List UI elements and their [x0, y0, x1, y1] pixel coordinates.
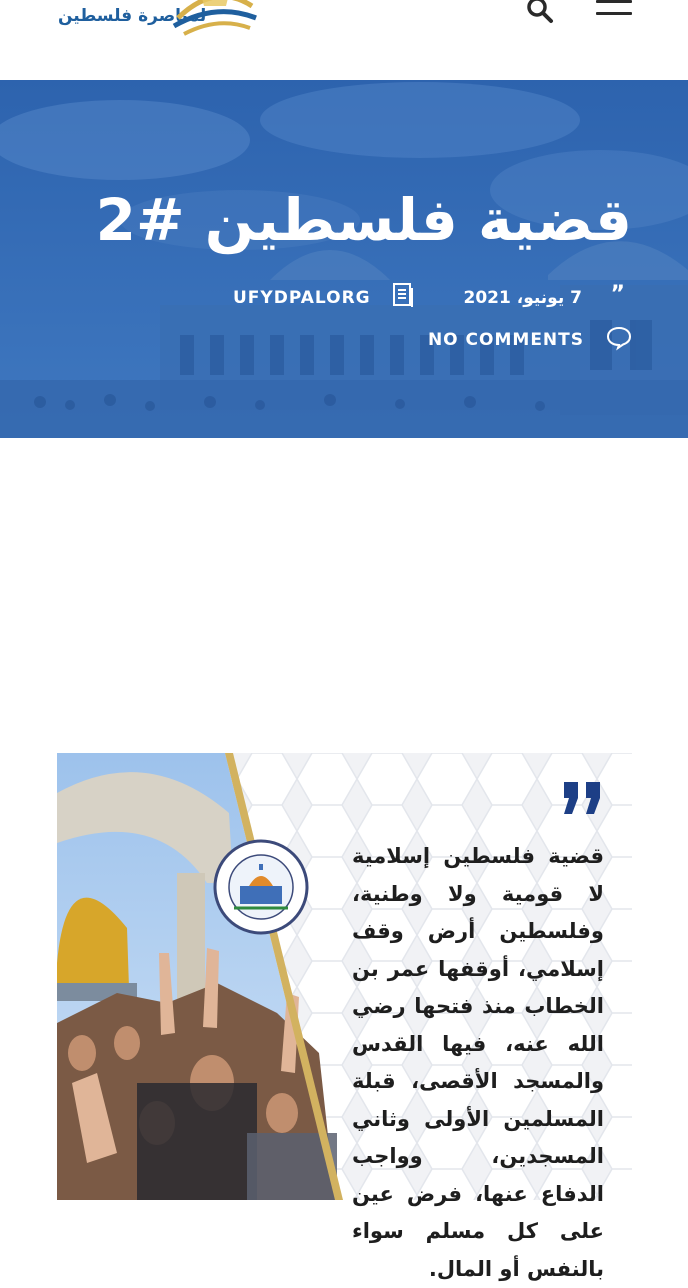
menu-line	[596, 0, 632, 3]
post-title: قضية فلسطين #2	[95, 186, 632, 254]
search-icon	[526, 0, 554, 24]
organization-seal-icon	[212, 838, 310, 936]
post-date: 7 يونيو، 2021	[463, 288, 582, 308]
site-logo[interactable]	[58, 0, 258, 40]
quote-mark-icon	[560, 780, 606, 816]
comments-link[interactable]: NO COMMENTS	[427, 330, 584, 350]
document-icon	[392, 282, 414, 308]
hamburger-menu-button[interactable]	[596, 0, 632, 20]
comment-bubble-icon	[606, 326, 632, 350]
globe-logo-icon	[170, 0, 260, 40]
post-author-link[interactable]: UFYDPALORG	[233, 288, 371, 308]
site-header	[0, 0, 688, 80]
date-quote-mark: ”	[610, 282, 626, 307]
al-aqsa-background-image	[0, 80, 688, 438]
menu-line	[596, 12, 632, 15]
search-button[interactable]	[526, 0, 554, 24]
quote-text: قضية فلسطين إسلامية لا قومية ولا وطنية، وفلسطين أرض وقف إسلامي، أوقفها عمر بن الخطاب منذ فتحها رضي الله عنه، فيها القدس والمسجد الأقصى، قبلة المسلمين الأولى وثاني المسجدين، وواجب الدفاع عنها، فرض عين على كل مسلم سواء بالنفس أو المال.	[352, 844, 604, 1281]
hero-banner	[0, 80, 688, 438]
logo-text: لمناصرة فلسطين	[58, 6, 207, 26]
